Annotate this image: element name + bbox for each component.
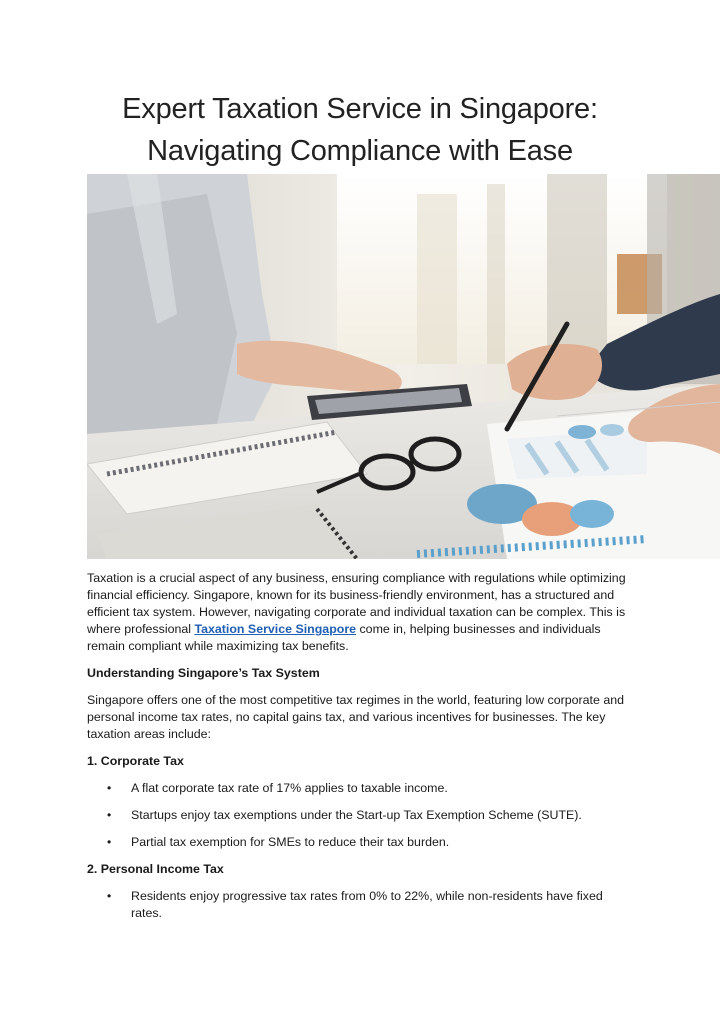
list-item	[87, 888, 632, 922]
article-body	[87, 570, 632, 932]
heading-personal-tax: 2. Personal Income Tax	[87, 862, 224, 876]
document-title	[0, 88, 720, 172]
list-item	[87, 834, 632, 851]
bullet-icon: •	[107, 889, 112, 903]
bullet-icon: •	[107, 808, 112, 822]
intro-text-part1: Taxation is a crucial aspect of any business, ensuring compliance with regulations while optimizing financial efficiency. Singapore, known for its business-friendly environment, has a structured and efficient tax system. However, navigating corporate and individual taxation can be complex. This is where professional	[87, 571, 626, 636]
list-item-text: Residents enjoy progressive tax rates from 0% to 22%, while non-residents have fixed rates.	[131, 889, 603, 920]
corporate-tax-list	[87, 780, 632, 851]
title-line-2: Navigating Compliance with Ease	[147, 135, 573, 167]
tax-system-paragraph: Singapore offers one of the most competitive tax regimes in the world, featuring low corporate and personal income tax rates, no capital gains tax, and various incentives for businesses. The key taxation areas include:	[87, 693, 624, 741]
bullet-icon: •	[107, 781, 112, 795]
heading-corporate-tax: 1. Corporate Tax	[87, 754, 184, 768]
title-line-1: Expert Taxation Service in Singapore:	[122, 93, 598, 125]
list-item	[87, 807, 632, 824]
list-item-text: A flat corporate tax rate of 17% applies to taxable income.	[131, 781, 448, 795]
personal-tax-list	[87, 888, 632, 922]
list-item-text: Startups enjoy tax exemptions under the Start-up Tax Exemption Scheme (SUTE).	[131, 808, 582, 822]
list-item-text: Partial tax exemption for SMEs to reduce their tax burden.	[131, 835, 450, 849]
office-desk-photo-icon	[87, 174, 720, 559]
hero-image	[87, 174, 720, 559]
section-heading-tax-system: Understanding Singapore’s Tax System	[87, 666, 320, 680]
bullet-icon: •	[107, 835, 112, 849]
list-item	[87, 780, 632, 797]
intro-paragraph	[87, 570, 632, 655]
taxation-service-link[interactable]: Taxation Service Singapore	[194, 622, 357, 636]
intro-text-part2: come in, helping businesses and individuals remain compliant while maximizing tax benefits.	[87, 622, 601, 653]
